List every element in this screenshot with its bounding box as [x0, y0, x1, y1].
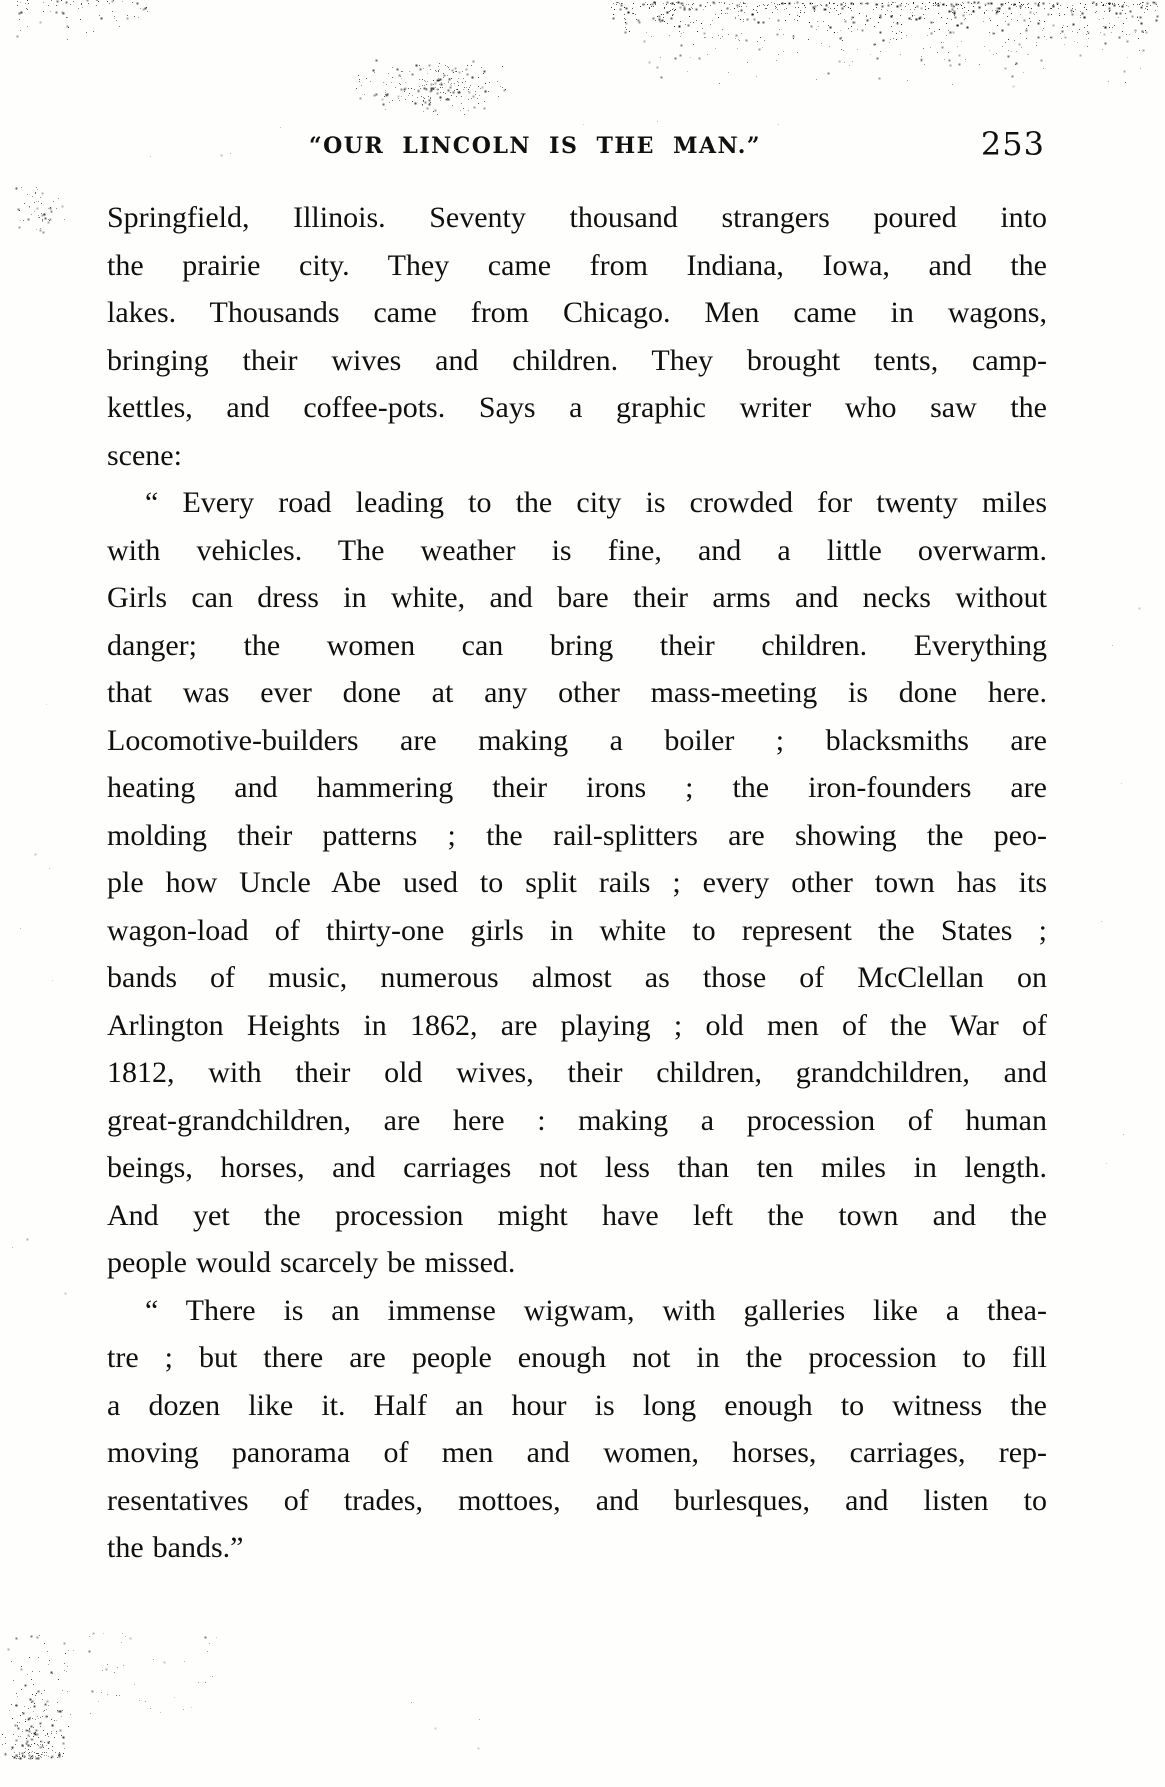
noise-cluster: [640, 30, 641, 31]
noise-cluster: [8, 0, 9, 1]
text-line: the prairie city. They came from Indiana, Iowa, and the: [107, 248, 1047, 282]
noise-cluster: [6, 650, 7, 651]
paragraph: [107, 1287, 1047, 1572]
text-line: kettles, and coffee-pots. Says a graphic writer who saw the: [107, 391, 1047, 424]
text-line: scene:: [107, 438, 182, 472]
noise-cluster: [610, 2, 611, 3]
text-line: heating and hammering their irons ; the iron-founders are: [107, 771, 1047, 804]
text-line: with vehicles. The weather is fine, and a little overwarm.: [107, 533, 1047, 567]
paragraph: [107, 194, 1047, 479]
text-line: Arlington Heights in 1862, are playing ; old men of the War of: [107, 1008, 1047, 1042]
text-line: danger; the women can bring their children. Everything: [107, 628, 1047, 662]
text-line: Locomotive-builders are making a boiler ; blacksmiths are: [107, 723, 1047, 757]
paragraph: [107, 479, 1047, 1287]
noise-cluster: [0, 1628, 1, 1629]
text-line: resentatives of trades, mottoes, and burlesques, and listen to: [107, 1483, 1047, 1517]
noise-cluster: [55, 1632, 56, 1633]
text-line: Springfield, Illinois. Seventy thousand strangers poured into: [107, 201, 1047, 234]
text-line: “ Every road leading to the city is crowded for twenty miles: [145, 486, 1047, 519]
noise-cluster: [380, 1690, 381, 1691]
noise-cluster: [150, 96, 151, 97]
text-line: “ There is an immense wigwam, with galleries like a thea-: [145, 1293, 1047, 1327]
text-line: a dozen like it. Half an hour is long enough to witness the: [107, 1388, 1047, 1422]
text-line: people would scarcely be missed.: [107, 1246, 516, 1279]
text-line: And yet the procession might have left the town and the: [107, 1198, 1047, 1232]
page-number: 253: [980, 125, 1045, 163]
text-line: molding their patterns ; the rail-splitters are showing the peo-: [107, 818, 1047, 852]
text-line: the bands.”: [107, 1531, 244, 1564]
text-line: bringing their wives and children. They brought tents, camp-: [107, 343, 1047, 377]
text-line: beings, horses, and carriages not less than ten miles in length.: [107, 1151, 1047, 1184]
text-line: tre ; but there are people enough not in the procession to fill: [107, 1341, 1047, 1374]
noise-cluster: [348, 58, 349, 59]
text-line: ple how Uncle Abe used to split rails ; every other town has its: [107, 866, 1047, 899]
text-line: moving panorama of men and women, horses, carriages, rep-: [107, 1436, 1047, 1469]
text-line: that was ever done at any other mass-meeting is done here.: [107, 676, 1047, 709]
noise-cluster: [14, 183, 15, 184]
text-line: Girls can dress in white, and bare their arms and necks without: [107, 581, 1047, 614]
noise-cluster: [1090, 600, 1091, 601]
text-line: bands of music, numerous almost as those of McClellan on: [107, 961, 1047, 994]
text-line: 1812, with their old wives, their children, grandchildren, and: [107, 1056, 1047, 1089]
running-title: “OUR LINCOLN IS THE MAN.”: [308, 133, 762, 159]
text-line: great-grandchildren, are here : making a procession of human: [107, 1103, 1047, 1137]
text-line: wagon-load of thirty-one girls in white to represent the States ;: [107, 913, 1047, 947]
text-line: lakes. Thousands came from Chicago. Men came in wagons,: [107, 296, 1047, 329]
body-text: [107, 194, 1047, 1572]
